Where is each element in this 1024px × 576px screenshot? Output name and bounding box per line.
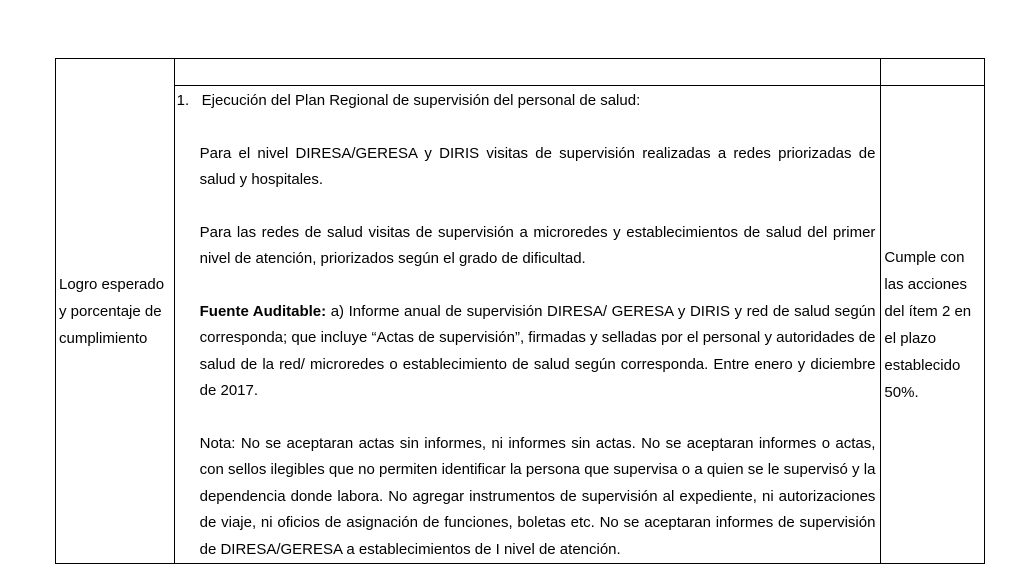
fuente-label: Fuente Auditable: (199, 302, 327, 320)
item-number: 1. (176, 92, 190, 109)
paragraph-redes: Para las redes de salud visitas de supervisión a microredes y establecimientos de salud del primer nivel de atención, priorizados según el grado de dificultad. (199, 223, 876, 267)
criteria-description-cell (174, 86, 881, 564)
paragraph-diresa: Para el nivel DIRESA/GERESA y DIRIS visitas de supervisión realizadas a redes priorizadas de salud y hospitales. (199, 144, 876, 188)
item-title: Ejecución del Plan Regional de supervisión del personal de salud: (201, 92, 641, 109)
criteria-table (55, 58, 985, 564)
logro-esperado-cell (56, 59, 175, 564)
header-empty-cell-main (174, 59, 881, 86)
cumplimiento-cell (881, 86, 985, 564)
fuente-text: a) Informe anual de supervisión DIRESA/ GERESA y DIRIS y red de salud según corresponda; que incluye “Actas de supervisión”, firmadas y selladas por el personal y autoridades de salud de la red/ microredes o establecimiento de salud según corresponda. Entre enero y diciembre de 2017. (199, 302, 876, 399)
paragraph-fuente (200, 299, 876, 405)
logro-esperado-label: Logro esperado y porcentaje de cumplimiento (59, 275, 165, 347)
table-header-row (56, 59, 985, 86)
cumplimiento-text: Cumple con las acciones del ítem 2 en el plazo establecido 50%. (884, 248, 972, 401)
table-body-row (56, 86, 985, 564)
item-heading (177, 88, 876, 115)
header-empty-cell-right (881, 59, 985, 86)
paragraph-nota: Nota: No se aceptaran actas sin informes, ni informes sin actas. No se aceptaran informes o actas, con sellos ilegibles que no permiten identificar la persona que supervisa o a quien se le supervisó y la dependencia donde labora. No agregar instrumentos de supervisión al expediente, ni autorizaciones de viaje, ni oficios de asignación de funciones, boletas etc. No se aceptaran informes de supervisión de DIRESA/GERESA a establecimientos de I nivel de atención. (199, 434, 876, 558)
